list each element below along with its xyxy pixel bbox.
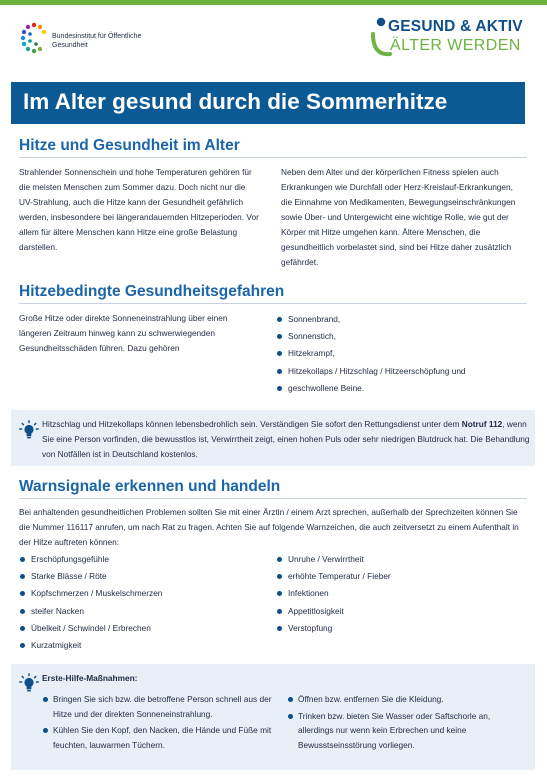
list-item: Trinken bzw. bieten Sie Wasser oder Saftschorle an, allerdings nur wenn kein Erbrechen und keine Bewusstseinsstörung vorliegen. (287, 709, 527, 753)
list-item: Erschöpfungsgefühle (19, 551, 162, 568)
warning-signs-list-right (276, 551, 391, 637)
emergency-number: Notruf 112 (461, 419, 503, 429)
list-item: Kurzatmigkeit (19, 637, 162, 654)
first-aid-box (11, 664, 535, 770)
list-item: geschwollene Beine. (276, 380, 466, 397)
notice-text-part: Hitzschlag und Hitzekollaps können lebensbedrohlich sein. Verständigen Sie sofort den Rettungsdienst unter dem (42, 419, 462, 429)
list-item: Kühlen Sie den Kopf, den Nacken, die Hände und Füße mit feuchten, lauwarmen Tüchern. (42, 723, 272, 752)
section-heading-heat-health: Hitze und Gesundheit im Alter (19, 137, 240, 154)
section-divider (19, 498, 527, 499)
list-item: Sonnenbrand, (276, 311, 466, 328)
notice-text-part: , wenn Sie eine Person vorfinden, die bewusstlos ist, Verwirrtheit zeigt, einen hohen Puls oder sehr niedrigen Blutdruck hat. Die Behandlung von Notfällen ist in Deutschland kostenlos. (42, 419, 530, 459)
list-item: Öffnen bzw. entfernen Sie die Kleidung. (287, 692, 527, 707)
campaign-logo (370, 14, 535, 62)
institute-name: Bundesinstitut für Öffentliche Gesundheit (52, 33, 142, 49)
institute-logo (20, 22, 170, 60)
emergency-notice-text (42, 417, 530, 462)
page-title: Im Alter gesund durch die Sommerhitze (11, 82, 525, 124)
first-aid-list-left (42, 692, 272, 754)
list-item: Übelkeit / Schwindel / Erbrechen (19, 620, 162, 637)
first-aid-list-right (287, 692, 527, 754)
list-item: Starke Blässe / Röte (19, 568, 162, 585)
section-heading-heat-dangers: Hitzebedingte Gesundheitsgefahren (19, 283, 285, 300)
list-item: Unruhe / Verwirrtheit (276, 551, 391, 568)
section-heading-warning-signs: Warnsignale erkennen und handeln (19, 478, 281, 495)
warning-signs-list-left (19, 551, 162, 654)
top-accent-bar (0, 0, 547, 5)
section3-intro-text: Bei anhaltenden gesundheitlichen Problemen sollten Sie mit einer Ärztin / einem Arzt sprechen, außerhalb der Sprechzeiten können Sie die Nummer 116117 anrufen, um nach Rat zu fragen. Achten Sie auf folgende Warnzeichen, die auch zeitversetzt zu einem Aufenthalt in der Hitze auftreten können: (19, 507, 519, 547)
list-item: Bringen Sie sich bzw. die betroffene Person schnell aus der Hitze und der direkten Sonneneinstrahlung. (42, 692, 272, 721)
emergency-notice-box (11, 410, 535, 466)
section2-intro-text: Große Hitze oder direkte Sonneneinstrahlung über einen längeren Zeitraum hinweg kann zu schwerwiegenden Gesundheitsschäden führen. Dazu gehören (19, 313, 228, 353)
section-divider (19, 303, 527, 304)
list-item: Appetitlosigkeit (276, 603, 391, 620)
section1-left-text: Strahlender Sonnenschein und hohe Temperaturen gehören für die meisten Menschen zum Sommer dazu. Doch nicht nur die UV-Strahlung, auch die Hitze kann der Gesundheit gefährlich werden, insbesondere bei längerandauernden Hitzeperioden. Vor allem für ältere Menschen kann Hitze eine große Belastung darstellen. (19, 167, 259, 252)
lightbulb-icon (19, 673, 39, 693)
list-item: Hitzekollaps / Hitzschlag / Hitzeerschöpfung und (276, 363, 466, 380)
list-item: erhöhte Temperatur / Fieber (276, 568, 391, 585)
campaign-title-line2: ÄLTER WERDEN (390, 37, 521, 54)
section-divider (19, 157, 527, 158)
list-item: Verstopfung (276, 620, 391, 637)
list-item: Kopfschmerzen / Muskelschmerzen (19, 585, 162, 602)
section1-right-text: Neben dem Alter und der körperlichen Fitness spielen auch Erkrankungen wie Durchfall oder Herz-Kreislauf-Erkrankungen, die Einnahme von Medikamenten, Bewegungseinschränkungen sowie Über- und Untergewicht eine wichtige Rolle, wie gut der Körper mit Hitze umgehen kann. Ältere Menschen, die gesundheitlich vorbelastet sind, sind bei Hitze daher zusätzlich gefährdet. (281, 167, 516, 267)
list-item: Hitzekrampf, (276, 345, 466, 362)
list-item: Sonnenstich, (276, 328, 466, 345)
institute-logo-icon (20, 22, 50, 56)
list-item: steifer Nacken (19, 603, 162, 620)
lightbulb-icon (19, 420, 39, 440)
campaign-title-line1: GESUND & AKTIV (388, 18, 523, 35)
heat-dangers-list (276, 311, 466, 397)
first-aid-heading: Erste-Hilfe-Maßnahmen: (42, 673, 138, 683)
list-item: Infektionen (276, 585, 391, 602)
